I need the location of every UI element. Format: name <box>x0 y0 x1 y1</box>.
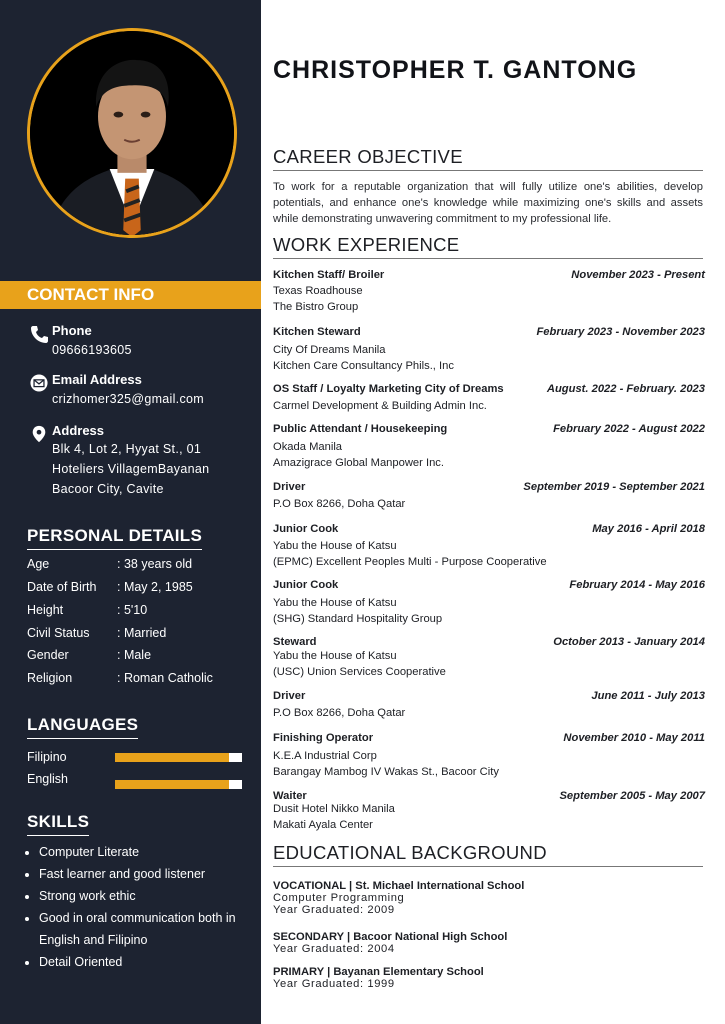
job-detail: Yabu the House of Katsu <box>273 597 397 609</box>
skills-heading: SKILLS <box>27 812 89 836</box>
job-detail: (SHG) Standard Hospitality Group <box>273 613 443 625</box>
education-entry <box>273 880 524 916</box>
job-date: June 2011 - July 2013 <box>591 690 705 702</box>
job-title: Driver <box>273 481 306 493</box>
location-pin-icon <box>30 425 48 443</box>
job-detail: Barangay Mambog IV Wakas St., Bacoor City <box>273 766 499 778</box>
job-detail: (EPMC) Excellent Peoples Multi - Purpose Cooperative <box>273 556 547 568</box>
personal-value: : 38 years old <box>117 557 193 571</box>
education-detail: Computer Programming <box>273 892 405 904</box>
job-title: Waiter <box>273 790 307 802</box>
phone-icon <box>30 325 48 343</box>
education-detail: Year Graduated: 2004 <box>273 943 395 955</box>
job-detail: P.O Box 8266, Doha Qatar <box>273 707 406 719</box>
job-date: October 2013 - January 2014 <box>553 636 705 648</box>
career-objective-heading: CAREER OBJECTIVE <box>273 146 703 171</box>
personal-value: : 5'10 <box>117 603 148 617</box>
personal-value: : Male <box>117 648 152 662</box>
job-title: Junior Cook <box>273 523 339 535</box>
job-detail: (USC) Union Services Cooperative <box>273 666 446 678</box>
job-detail: Kitchen Care Consultancy Phils., Inc <box>273 360 454 372</box>
language-level-bar <box>115 780 242 789</box>
job-detail: Yabu the House of Katsu <box>273 650 397 662</box>
job-detail: City Of Dreams Manila <box>273 344 386 356</box>
email-icon <box>30 374 48 392</box>
language-level-fill <box>115 780 229 789</box>
personal-key: Civil Status <box>27 626 90 640</box>
job-date: November 2023 - Present <box>571 269 705 281</box>
job-detail: Texas Roadhouse <box>273 285 363 297</box>
personal-key: Date of Birth <box>27 580 97 594</box>
skill-text: English and Filipino <box>39 933 148 947</box>
skill-text: Detail Oriented <box>39 955 123 969</box>
personal-key: Height <box>27 603 64 617</box>
education-heading: EDUCATIONAL BACKGROUND <box>273 842 703 867</box>
skill-text: Computer Literate <box>39 845 140 859</box>
job-title: OS Staff / Loyalty Marketing City of Dreams <box>273 383 504 395</box>
job-detail: P.O Box 8266, Doha Qatar <box>273 498 406 510</box>
job-date: August. 2022 - February. 2023 <box>546 383 705 395</box>
job-date: May 2016 - April 2018 <box>592 523 705 535</box>
language-level-bar <box>115 753 242 762</box>
address-line: Blk 4, Lot 2, Hyyat St., 01 <box>52 442 202 456</box>
phone-value: 09666193605 <box>52 343 132 357</box>
job-date: September 2019 - September 2021 <box>523 481 705 493</box>
languages-heading: LANGUAGES <box>27 715 138 739</box>
personal-key: Gender <box>27 648 69 662</box>
education-entry <box>273 931 507 955</box>
school-name: PRIMARY | Bayanan Elementary School <box>273 966 484 978</box>
job-detail: Makati Ayala Center <box>273 819 373 831</box>
bullet-icon <box>25 961 29 965</box>
language-name: English <box>27 772 68 786</box>
address-line: Bacoor City, Cavite <box>52 482 164 496</box>
skill-text: Good in oral communication both in <box>39 911 236 925</box>
job-detail: Yabu the House of Katsu <box>273 540 397 552</box>
sidebar <box>0 0 261 1024</box>
job-title: Finishing Operator <box>273 732 374 744</box>
career-objective-text: To work for a reputable organization that will fully utilize one's abilities, develop potentials, and enhance one's knowledge while maximizing one's skills and assets while demonstrating unwavering commitment to my professional life. <box>273 181 703 225</box>
personal-value: : Married <box>117 626 167 640</box>
job-date: September 2005 - May 2007 <box>559 790 705 802</box>
job-title: Kitchen Staff/ Broiler <box>273 269 385 281</box>
personal-value: : May 2, 1985 <box>117 580 193 594</box>
skill-text: Strong work ethic <box>39 889 136 903</box>
job-detail: Carmel Development & Building Admin Inc. <box>273 400 487 412</box>
bullet-icon <box>25 873 29 877</box>
personal-details-heading: PERSONAL DETAILS <box>27 526 202 550</box>
candidate-name: CHRISTOPHER T. GANTONG <box>273 56 638 84</box>
bullet-icon <box>25 851 29 855</box>
language-name: Filipino <box>27 750 67 764</box>
education-entry <box>273 966 484 990</box>
bullet-icon <box>25 917 29 921</box>
profile-photo <box>27 28 237 238</box>
personal-key: Religion <box>27 671 73 685</box>
school-name: SECONDARY | Bacoor National High School <box>273 931 508 943</box>
skill-text: Fast learner and good listener <box>39 867 206 881</box>
personal-value: : Roman Catholic <box>117 671 213 685</box>
job-date: February 2014 - May 2016 <box>569 579 705 591</box>
email-label: Email Address <box>52 372 142 387</box>
job-date: November 2010 - May 2011 <box>563 732 705 744</box>
job-detail: The Bistro Group <box>273 301 359 313</box>
job-date: February 2022 - August 2022 <box>553 423 705 435</box>
job-date: February 2023 - November 2023 <box>536 326 705 338</box>
contact-info-banner <box>0 281 261 309</box>
work-experience-heading: WORK EXPERIENCE <box>273 234 703 259</box>
contact-heading: CONTACT INFO <box>27 285 155 304</box>
language-row <box>27 750 67 764</box>
person-portrait-icon <box>30 31 234 235</box>
personal-key: Age <box>27 557 50 571</box>
address-line: Hoteliers VillagemBayanan <box>52 462 210 476</box>
email-value: crizhomer325@gmail.com <box>52 392 204 406</box>
job-title: Kitchen Steward <box>273 326 361 338</box>
education-detail: Year Graduated: 1999 <box>273 978 395 990</box>
job-title: Public Attendant / Housekeeping <box>273 423 448 435</box>
bullet-icon <box>25 895 29 899</box>
school-name: VOCATIONAL | St. Michael International School <box>273 880 525 892</box>
education-detail: Year Graduated: 2009 <box>273 904 395 916</box>
job-detail: Okada Manila <box>273 441 343 453</box>
job-title: Driver <box>273 690 306 702</box>
job-detail: Amazigrace Global Manpower Inc. <box>273 457 444 469</box>
job-detail: Dusit Hotel Nikko Manila <box>273 803 395 815</box>
job-detail: K.E.A Industrial Corp <box>273 750 377 762</box>
language-level-fill <box>115 753 229 762</box>
phone-label: Phone <box>52 323 92 338</box>
language-row <box>27 772 68 786</box>
job-title: Steward <box>273 636 317 648</box>
job-title: Junior Cook <box>273 579 339 591</box>
address-label: Address <box>52 423 105 438</box>
